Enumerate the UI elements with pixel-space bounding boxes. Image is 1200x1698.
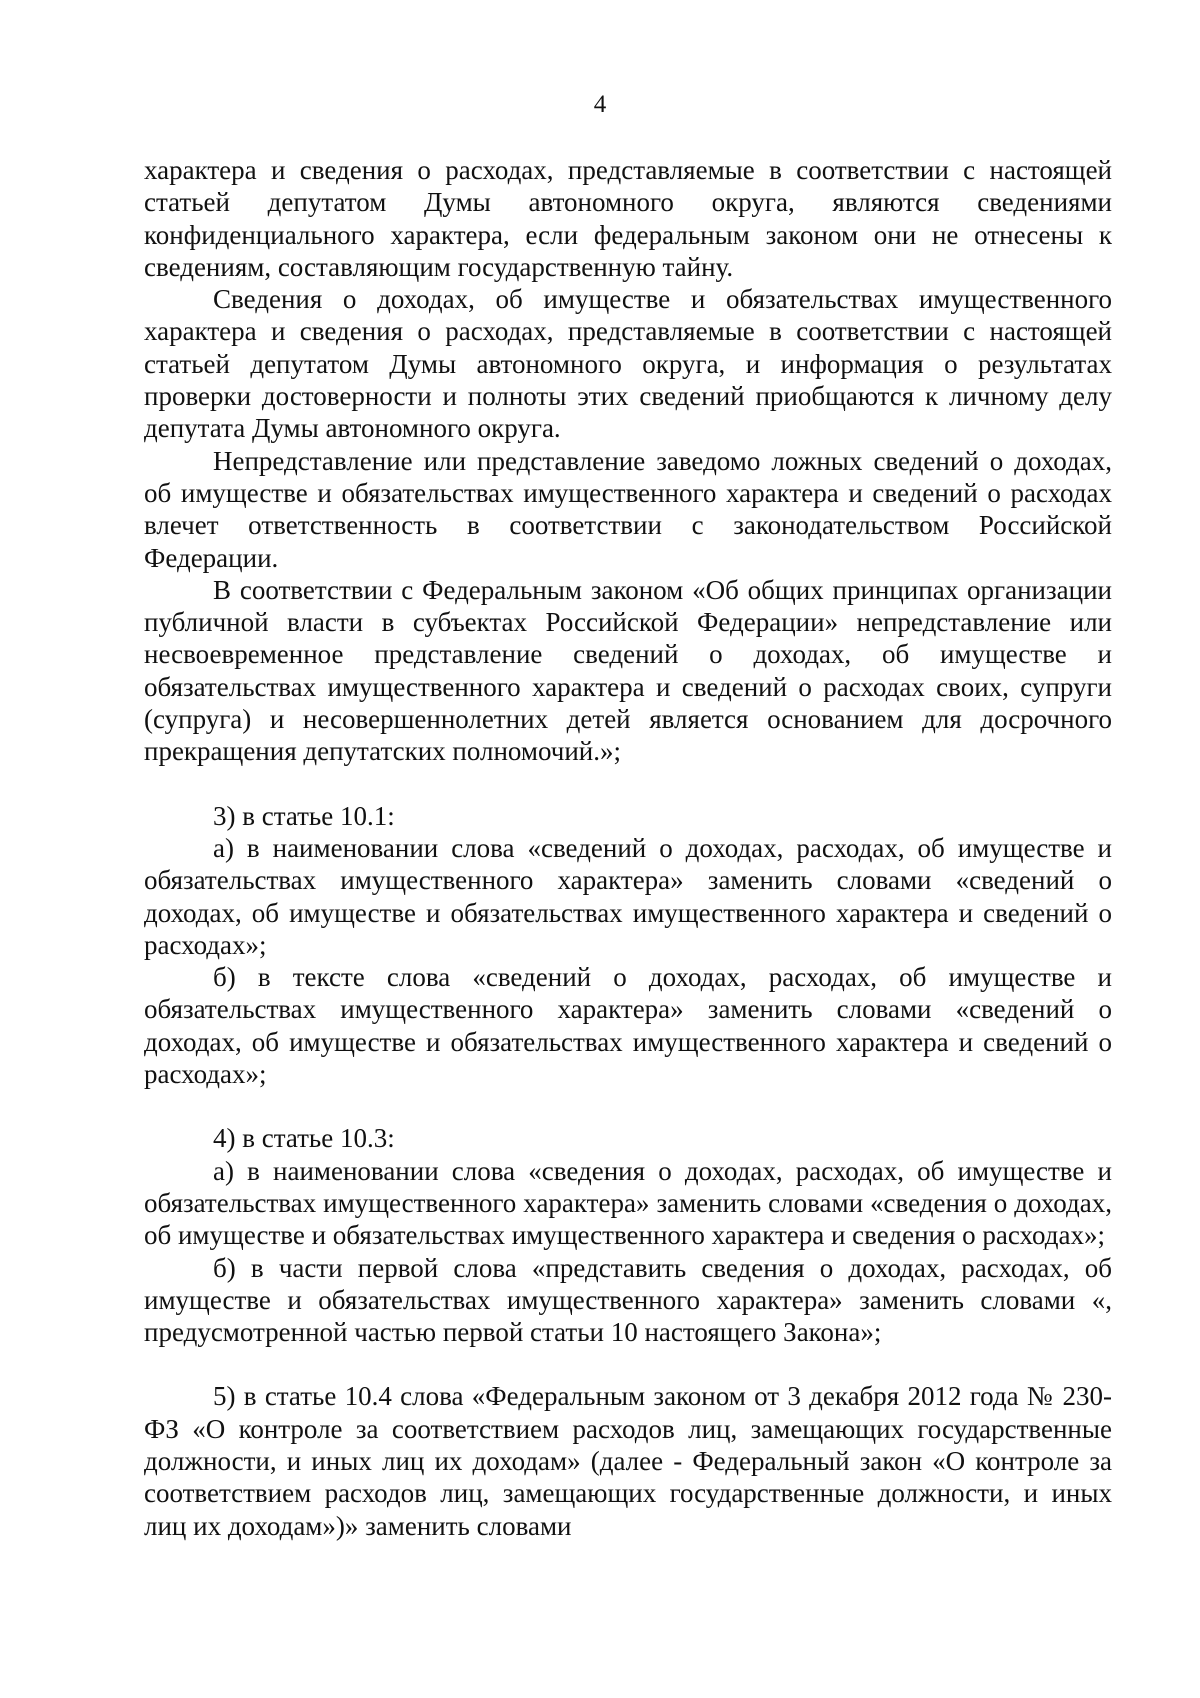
- paragraph: В соответствии с Федеральным законом «Об общих принципах организации публичной власти в субъектах Российской Федерации» непредставление или несвоевременное представление сведений о доходах, об имуществе и обязательствах имущественного характера и сведений о расходах своих, супруги (супруга) и несовершеннолетних детей является основанием для досрочного прекращения депутатских полномочий.»;: [144, 574, 1112, 767]
- paragraph: Непредставление или представление заведомо ложных сведений о доходах, об имуществе и обязательствах имущественного характера и сведений о расходах влечет ответственность в соответствии с законодательством Российской Федерации.: [144, 445, 1112, 573]
- sub-item: б) в части первой слова «представить сведения о доходах, расходах, об имуществе и обязательствах имущественного характера» заменить словами «, предусмотренной частью первой статьи 10 настоящего Закона»;: [144, 1252, 1112, 1348]
- page-number: 4: [593, 91, 607, 118]
- document-body: [144, 154, 1112, 1542]
- paragraph: Сведения о доходах, об имуществе и обязательствах имущественного характера и сведения о расходах, представляемые в соответствии с настоящей статьей депутатом Думы автономного округа, и информация о результатах проверки достоверности и полноты этих сведений приобщаются к личному делу депутата Думы автономного округа.: [144, 284, 1112, 444]
- list-item-heading: 5) в статье 10.4 слова «Федеральным законом от 3 декабря 2012 года № 230-ФЗ «О контроле за соответствием расходов лиц, замещающих государственные должности, и иных лиц их доходам» (далее - Федеральный закон «О контроле за соответствием расходов лиц, замещающих государственные должности, и иных лиц их доходам»)» заменить словами: [144, 1381, 1112, 1541]
- sub-item: а) в наименовании слова «сведения о доходах, расходах, об имуществе и обязательствах имущественного характера» заменить словами «сведения о доходах, об имуществе и обязательствах имущественного характера и сведения о расходах»;: [144, 1155, 1112, 1251]
- paragraph-gap: [144, 1090, 1112, 1122]
- paragraph-gap: [144, 1348, 1112, 1380]
- sub-item: б) в тексте слова «сведений о доходах, расходах, об имуществе и обязательствах имущественного характера» заменить словами «сведений о доходах, об имуществе и обязательствах имущественного характера и сведений о расходах»;: [144, 962, 1112, 1090]
- paragraph-continuation: характера и сведения о расходах, представляемые в соответствии с настоящей статьей депутатом Думы автономного округа, являются сведениями конфиденциального характера, если федеральным законом они не отнесены к сведениям, составляющим государственную тайну.: [144, 155, 1112, 282]
- list-item-heading: 4) в статье 10.3:: [213, 1123, 395, 1154]
- list-item-heading: 3) в статье 10.1:: [213, 800, 395, 831]
- sub-item: а) в наименовании слова «сведений о доходах, расходах, об имуществе и обязательствах имущественного характера» заменить словами «сведений о доходах, об имуществе и обязательствах имущественного характера и сведений о расходах»;: [144, 832, 1112, 960]
- paragraph-gap: [144, 768, 1112, 800]
